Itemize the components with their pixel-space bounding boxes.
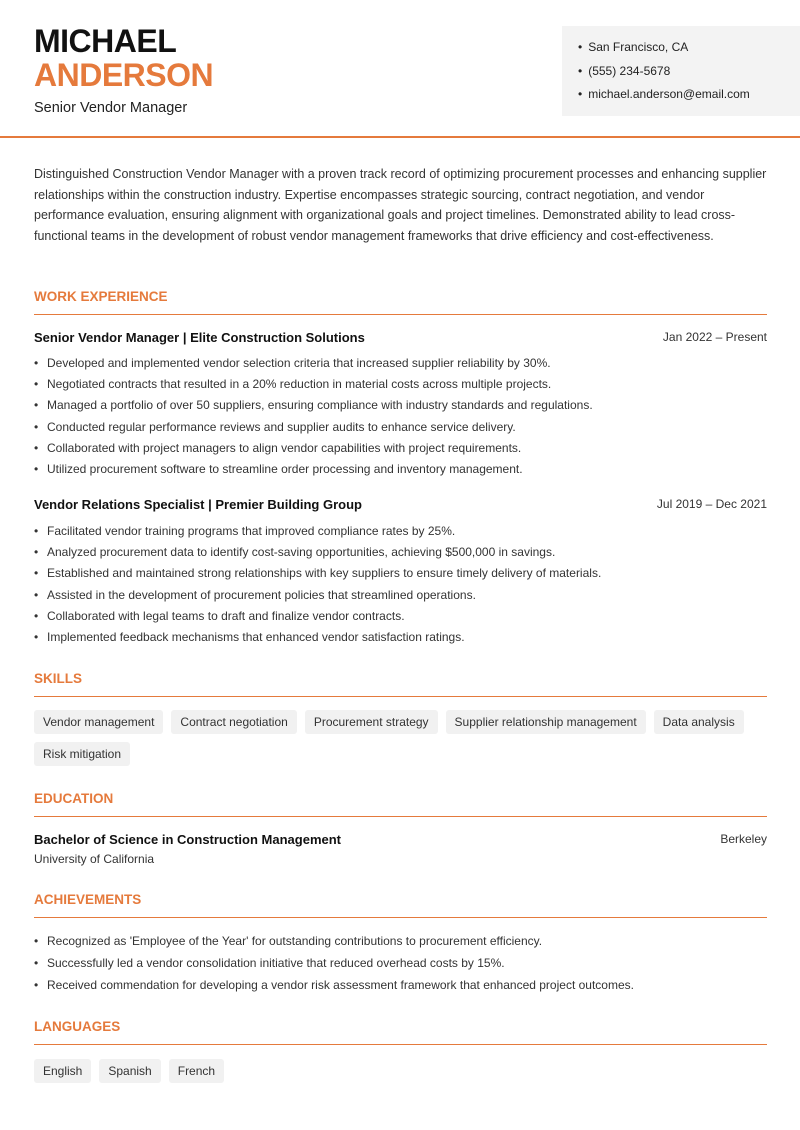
list-item: • Analyzed procurement data to identify cost-saving opportunities, achieving $500,000 in savings. (34, 543, 774, 564)
skill-chip: Vendor management (34, 710, 163, 734)
list-item: • Facilitated vendor training programs that improved compliance rates by 25%. (34, 522, 774, 543)
list-item: • Conducted regular performance reviews and supplier audits to enhance service delivery. (34, 418, 774, 439)
skill-chip: Contract negotiation (171, 710, 296, 734)
job-role: Senior Vendor Manager | Elite Construction Solutions (34, 330, 365, 345)
list-item: • Collaborated with project managers to align vendor capabilities with project requirements. (34, 439, 774, 460)
education-school: University of California (34, 852, 155, 866)
skills-list (34, 710, 774, 774)
languages-list (34, 1059, 774, 1091)
section-title-work: WORK EXPERIENCE (34, 289, 767, 315)
education-degree: Bachelor of Science in Construction Management (34, 832, 341, 847)
section-title-achievements: ACHIEVEMENTS (34, 892, 767, 918)
achievements-list (34, 932, 774, 998)
contact-box (562, 26, 800, 116)
last-name: ANDERSON (34, 57, 214, 93)
list-item: • Received commendation for developing a vendor risk assessment framework that enhanced project outcomes. (34, 976, 774, 998)
list-item: • Assisted in the development of procurement policies that streamlined operations. (34, 586, 774, 607)
skill-chip: Supplier relationship management (446, 710, 646, 734)
job-header (34, 330, 767, 348)
section-title-skills: SKILLS (34, 671, 767, 697)
list-item: • Successfully led a vendor consolidation initiative that reduced overhead costs by 15%. (34, 954, 774, 976)
skill-chip: Risk mitigation (34, 742, 130, 766)
resume-header (0, 0, 800, 138)
list-item: • Implemented feedback mechanisms that enhanced vendor satisfaction ratings. (34, 628, 774, 649)
job-bullets (34, 354, 774, 481)
list-item: • Developed and implemented vendor selection criteria that increased supplier reliability by 30%. (34, 354, 774, 375)
job-header (34, 497, 767, 515)
contact-location: • San Francisco, CA (578, 38, 800, 62)
summary: Distinguished Construction Vendor Manager with a proven track record of optimizing procurement processes and enhancing supplier relationships within the construction industry. Expertise encompasses strategic sourcing, contract negotiation, and vendor performance evaluation, ensuring alignment with organizational goals and project timelines. Demonstrated ability to lead cross-functional teams in the development of robust vendor management frameworks that drive efficiency and cost-effectiveness. (34, 167, 767, 243)
contact-phone: • (555) 234-5678 (578, 62, 800, 86)
section-title-languages: LANGUAGES (34, 1019, 767, 1045)
first-name: MICHAEL (34, 23, 177, 59)
job-role: Vendor Relations Specialist | Premier Building Group (34, 497, 362, 512)
list-item: • Collaborated with legal teams to draft and finalize vendor contracts. (34, 607, 774, 628)
list-item: • Recognized as 'Employee of the Year' for outstanding contributions to procurement efficiency. (34, 932, 774, 954)
job-dates: Jan 2022 – Present (662, 330, 767, 344)
language-chip: Spanish (99, 1059, 160, 1083)
job-dates: Jul 2019 – Dec 2021 (656, 497, 767, 511)
list-item: • Established and maintained strong relationships with key suppliers to ensure timely delivery of materials. (34, 564, 774, 585)
language-chip: English (34, 1059, 91, 1083)
skill-chip: Procurement strategy (305, 710, 438, 734)
list-item: • Utilized procurement software to streamline order processing and inventory management. (34, 460, 774, 481)
skill-chip: Data analysis (654, 710, 744, 734)
job-title: Senior Vendor Manager (34, 100, 188, 116)
education-location: Berkeley (720, 832, 767, 846)
list-item: • Negotiated contracts that resulted in a 20% reduction in material costs across multiple projects. (34, 375, 774, 396)
section-title-education: EDUCATION (34, 791, 767, 817)
job-bullets (34, 522, 774, 649)
list-item: • Managed a portfolio of over 50 suppliers, ensuring compliance with industry standards and regulations. (34, 396, 774, 417)
language-chip: French (169, 1059, 224, 1083)
contact-email[interactable]: • michael.anderson@email.com (578, 85, 800, 109)
